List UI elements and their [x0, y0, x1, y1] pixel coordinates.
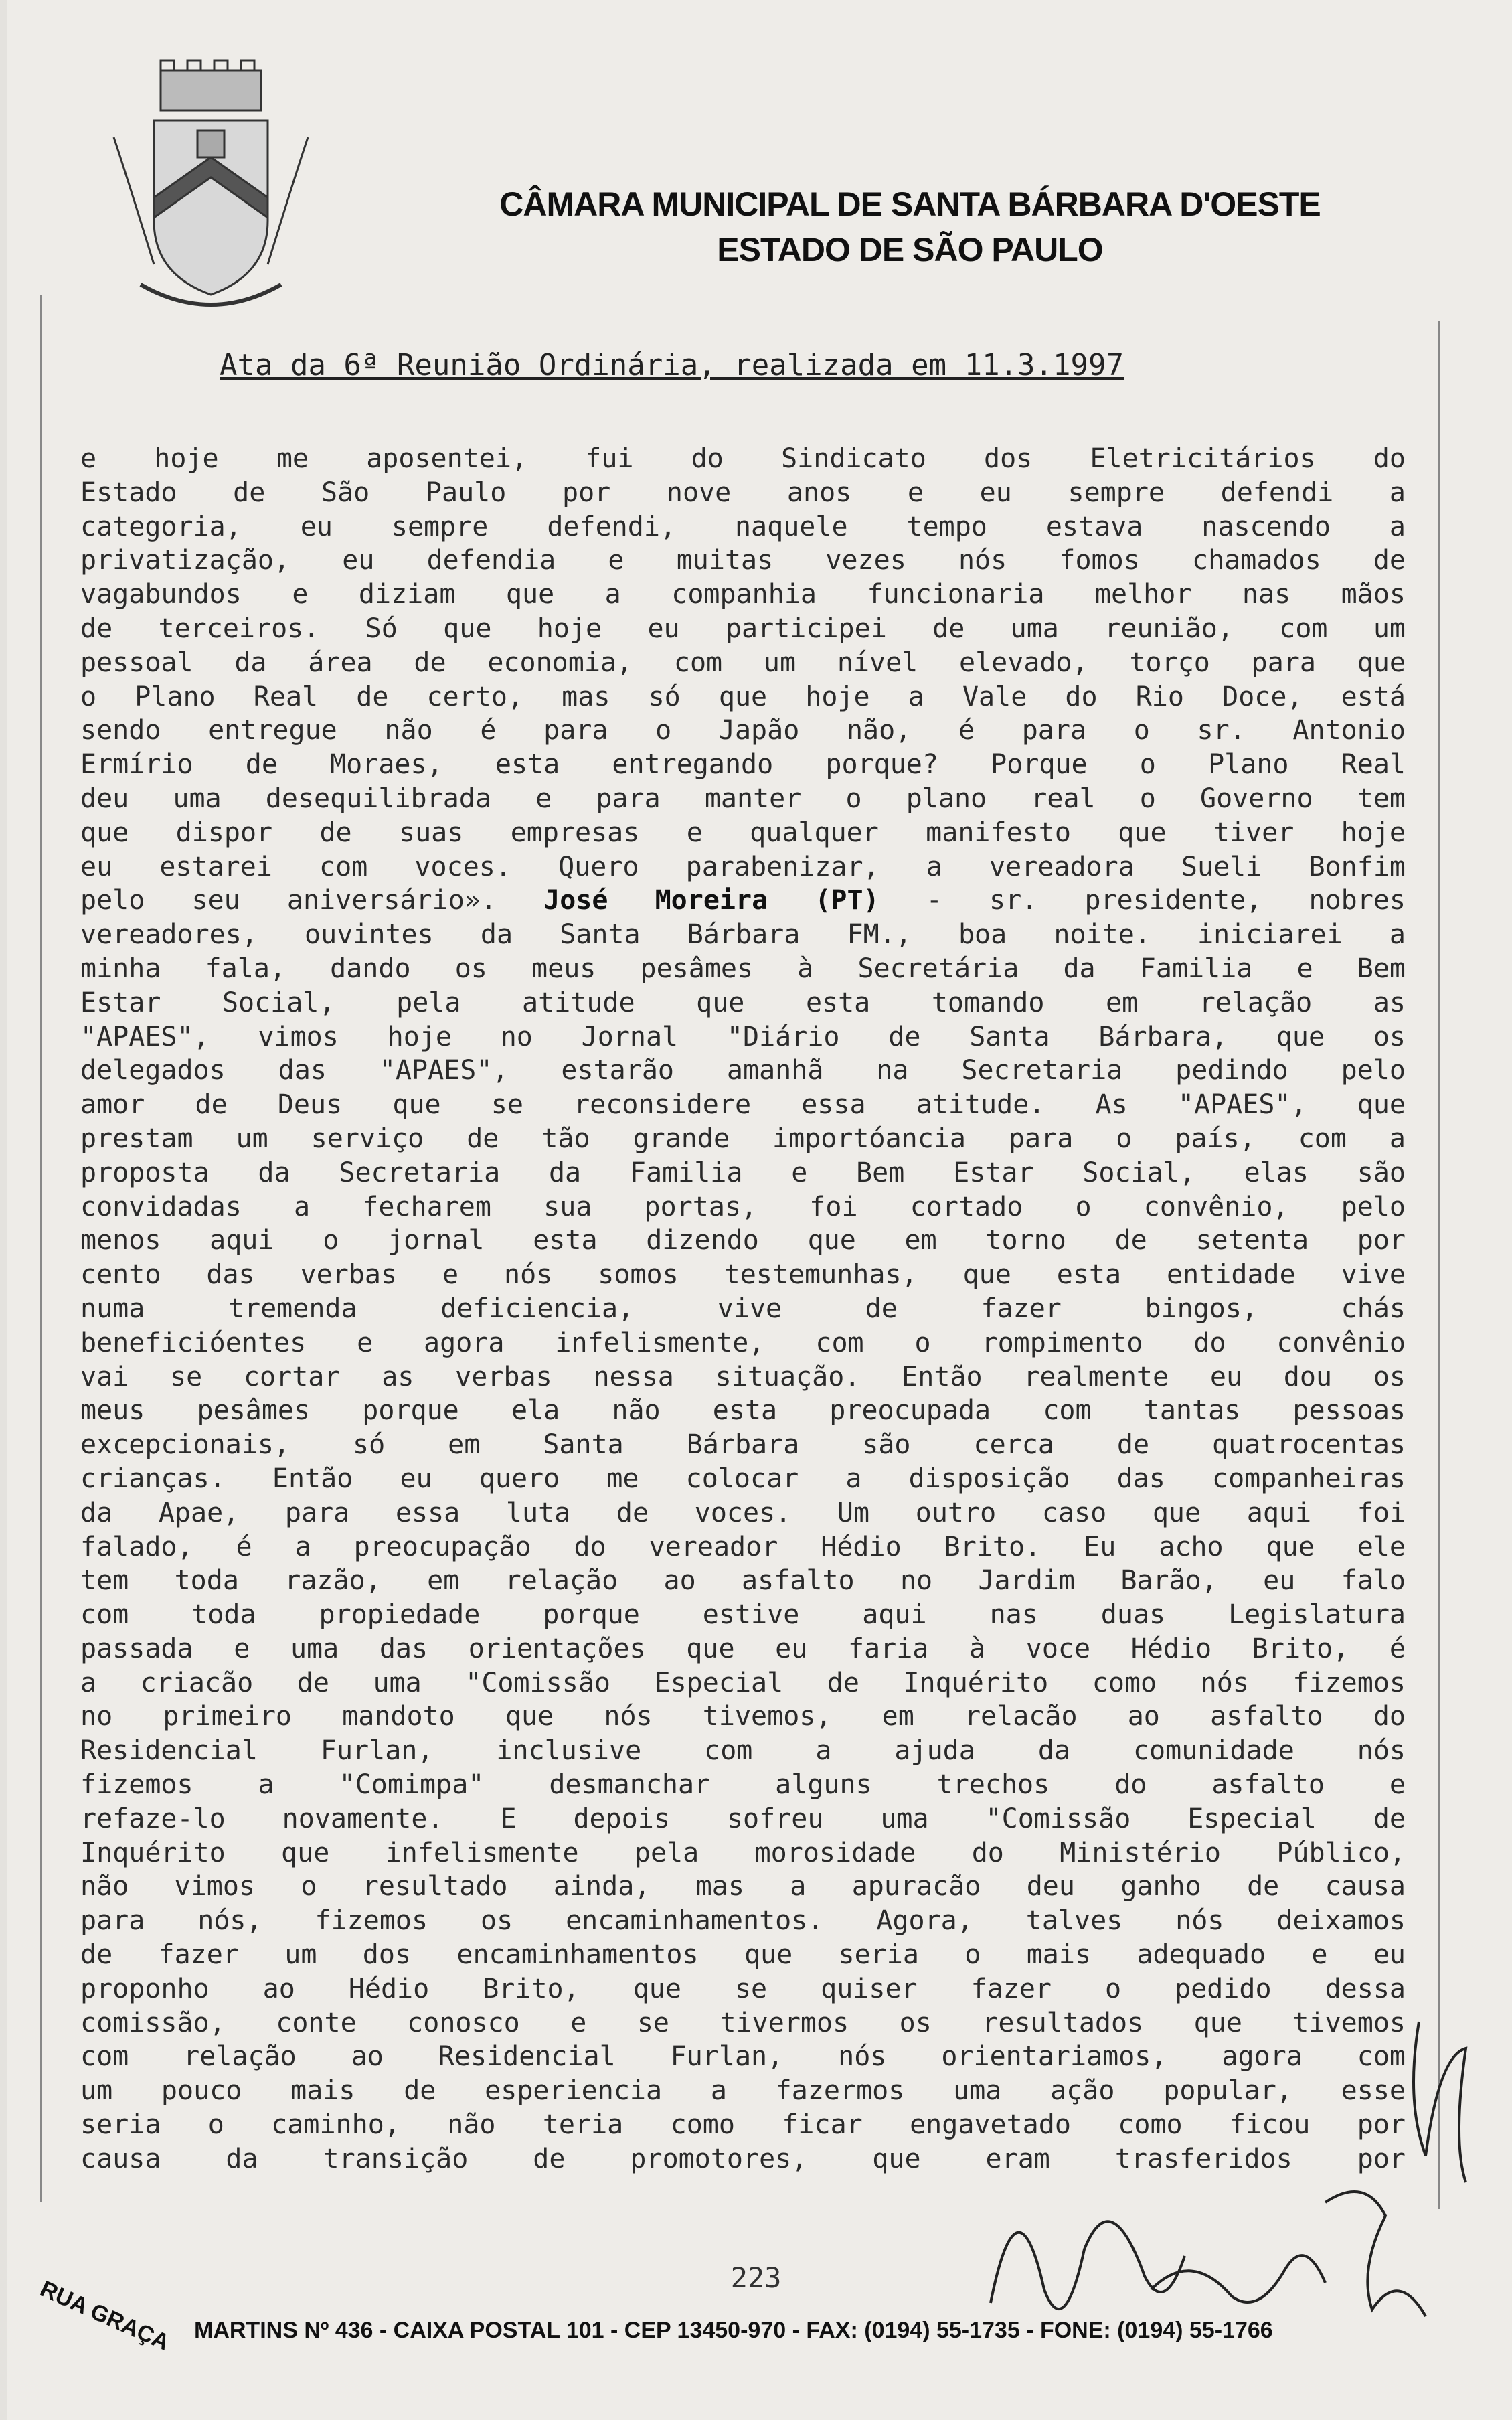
body-line: convidadas a fecharem sua portas, foi cortado o convênio, pelo	[80, 1191, 1406, 1222]
body-line: causa da transição de promotores, que eram trasferidos por	[80, 2143, 1406, 2174]
body-line: vagabundos e diziam que a companhia funcionaria melhor nas mãos	[80, 579, 1406, 611]
body-line: menos aqui o jornal esta dizendo que em torno de setenta por	[80, 1225, 1406, 1257]
body-line: Estado de São Paulo por nove anos e eu sempre defendi a	[80, 477, 1406, 508]
body-line: e hoje me aposentei, fui do Sindicato dos Eletricitários do	[80, 443, 1406, 474]
body-line: a criacão de uma "Comissão Especial de Inquérito como nós fizemos	[80, 1667, 1406, 1698]
footer-street: RUA GRAÇA	[36, 2276, 173, 2356]
body-line: minha fala, dando os meus pesâmes à Secretária da Familia e Bem	[80, 953, 1406, 984]
body-line: refaze-lo novamente. E depois sofreu uma "Comissão Especial de	[80, 1803, 1406, 1834]
minutes-title: Ata da 6ª Reunião Ordinária, realizada em 11.3.1997	[220, 348, 1124, 382]
body-line: excepcionais, só em Santa Bárbara são cerca de quatrocentas	[80, 1429, 1406, 1461]
body-line: com relação ao Residencial Furlan, nós orientariamos, agora com	[80, 2041, 1406, 2073]
body-line: no primeiro mandoto que nós tivemos, em relacão ao asfalto do	[80, 1701, 1406, 1732]
body-line: pessoal da área de economia, com um nível elevado, torço para que	[80, 647, 1406, 678]
body-line: amor de Deus que se reconsidere essa atitude. As "APAES", que	[80, 1089, 1406, 1121]
body-line: não vimos o resultado ainda, mas a apuracão deu ganho de causa	[80, 1871, 1406, 1903]
body-line: crianças. Então eu quero me colocar a disposição das companheiras	[80, 1463, 1406, 1494]
body-line: meus pesâmes porque ela não esta preocupada com tantas pessoas	[80, 1395, 1406, 1427]
body-line: da Apae, para essa luta de voces. Um outro caso que aqui foi	[80, 1497, 1406, 1528]
body-line: seria o caminho, não teria como ficar engavetado como ficou por	[80, 2109, 1406, 2141]
body-line: tem toda razão, em relação ao asfalto no Jardim Barão, eu falo	[80, 1565, 1406, 1597]
institution-name: CÂMARA MUNICIPAL DE SANTA BÁRBARA D'OESTE	[499, 185, 1321, 223]
body-line: eu estarei com voces. Quero parabenizar, a vereadora Sueli Bonfim	[80, 851, 1406, 882]
body-line: "APAES", vimos hoje no Jornal "Diário de Santa Bárbara, que os	[80, 1021, 1406, 1052]
body-line: numa tremenda deficiencia, vive de fazer bingos, chás	[80, 1293, 1406, 1324]
footer	[36, 2276, 1493, 2356]
body-line: falado, é a preocupação do vereador Hédio Brito. Eu acho que ele	[80, 1531, 1406, 1562]
body-line: fizemos a "Comimpa" desmanchar alguns trechos do asfalto e	[80, 1769, 1406, 1801]
state-name: ESTADO DE SÃO PAULO	[717, 231, 1103, 268]
body-line: com toda propiedade porque estive aqui nas duas Legislatura	[80, 1599, 1406, 1631]
body-line: prestam um serviço de tão grande importóancia para o país, com a	[80, 1123, 1406, 1154]
body-line: vereadores, ouvintes da Santa Bárbara FM., boa noite. iniciarei a	[80, 919, 1406, 951]
body-line: pelo seu aniversário». José Moreira (PT) - sr. presidente, nobres	[80, 885, 1406, 916]
body-line: vai se cortar as verbas nessa situação. Então realmente eu dou os	[80, 1361, 1406, 1392]
body-line: deu uma desequilibrada e para manter o plano real o Governo tem	[80, 783, 1406, 814]
body-line: Inquérito que infelismente pela morosidade do Ministério Público,	[80, 1837, 1406, 1868]
body-line: que dispor de suas empresas e qualquer manifesto que tiver hoje	[80, 817, 1406, 848]
page-number: 223	[730, 2261, 782, 2294]
body-line: proponho ao Hédio Brito, que se quiser fazer o pedido dessa	[80, 1973, 1406, 2004]
body-line: passada e uma das orientações que eu faria à voce Hédio Brito, é	[80, 1633, 1406, 1664]
left-margin-rule	[40, 295, 42, 2202]
body-line: Ermírio de Moraes, esta entregando porque? Porque o Plano Real	[80, 749, 1406, 781]
body-line: proposta da Secretaria da Familia e Bem Estar Social, elas são	[80, 1157, 1406, 1188]
body-line: beneficióentes e agora infelismente, com o rompimento do convênio	[80, 1327, 1406, 1358]
body-line: para nós, fizemos os encaminhamentos. Agora, talves nós deixamos	[80, 1905, 1406, 1937]
body-line: Residencial Furlan, inclusive com a ajuda da comunidade nós	[80, 1735, 1406, 1767]
body-line: Estar Social, pela atitude que esta tomando em relação as	[80, 987, 1406, 1018]
body-line: privatização, eu defendia e muitas vezes nós fomos chamados de	[80, 545, 1406, 576]
body-line: de terceiros. Só que hoje eu participei de uma reunião, com um	[80, 613, 1406, 644]
body-line: sendo entregue não é para o Japão não, é para o sr. Antonio	[80, 715, 1406, 746]
body-line: cento das verbas e nós somos testemunhas, que esta entidade vive	[80, 1259, 1406, 1291]
body-line: um pouco mais de esperiencia a fazermos uma ação popular, esse	[80, 2075, 1406, 2107]
speaker-name: José Moreira (PT)	[543, 885, 879, 916]
footer-address: MARTINS Nº 436 - CAIXA POSTAL 101 - CEP 13450-970 - FAX: (0194) 55-1735 - FONE: (0194) 55-1766	[194, 2318, 1273, 2343]
body-line: categoria, eu sempre defendi, naquele tempo estava nascendo a	[80, 511, 1406, 542]
body-line: o Plano Real de certo, mas só que hoje a Vale do Rio Doce, está	[80, 681, 1406, 712]
body-line: de fazer um dos encaminhamentos que seria o mais adequado e eu	[80, 1939, 1406, 1971]
body-line: delegados das "APAES", estarão amanhã na Secretaria pedindo pelo	[80, 1055, 1406, 1086]
body-line: comissão, conte conosco e se tivermos os resultados que tivemos	[80, 2007, 1406, 2038]
